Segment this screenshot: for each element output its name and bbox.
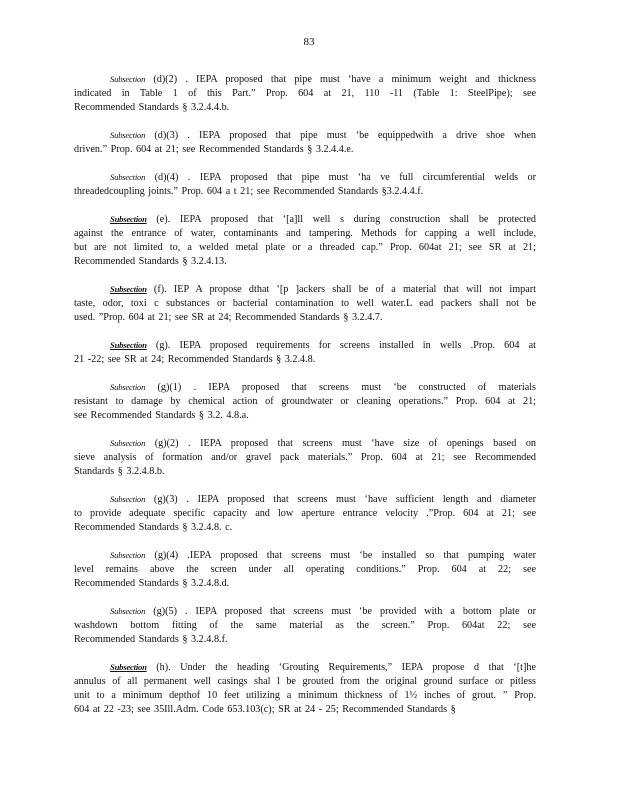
line-text: annulus of all permanent well casings shal l be grouted from the original ground surface or pitless [74,676,536,687]
paragraph-line [74,507,536,521]
line-text: used. ”Prop. 604 at 21; see SR at 24; Recommended Standards § 3.2.4.7. [74,312,383,323]
subsection-heading: Subsection [110,550,146,560]
line-text: to provide adequate specific capacity and low aperture entrance velocity .”Prop. 604 at 21; see [74,508,536,519]
line-text: (d)(2) . IEPA proposed that pipe must ‘have a minimum weight and thickness [153,74,536,85]
line-text: Recommended Standards § 3.2.4.8.f. [74,634,228,645]
line-text: (g)(2) . IEPA proposed that screens must ‘have size of openings based on [154,438,537,449]
paragraph-line [74,72,536,87]
line-text: (g)(3) . IEPA proposed that screens must ‘have sufficient length and diameter [153,494,536,505]
line-text: (f). IEP A propose dthat ‘[p ]ackers shall be of a material that will not impart [153,284,537,295]
paragraph-line [74,353,536,367]
line-text: unit to a minimum depthof 10 feet utilizing a minimum thickness of 1½ inches of grout. ” Prop. [74,690,536,701]
paragraph-line [74,395,536,409]
line-text: taste, odor, toxi c substances or bacterial contamination to well water.L ead packers shall not be [74,298,536,309]
line-text: against the entrance of water, contaminants and tampering. Methods for capping a well include, [74,228,536,239]
line-text: Recommended Standards § 3.2.4.8.d. [74,578,230,589]
line-text: (g)(5) . IEPA proposed that screens must ‘be provided with a bottom plate or [153,606,536,617]
paragraph-line [74,185,536,199]
subsection-heading: Subsection [110,340,147,350]
line-text: (d)(3) . IEPA proposed that pipe must ‘be equippedwith a drive shoe when [154,130,537,141]
paragraph-line [74,227,536,241]
line-text: (g)(1) . IEPA proposed that screens must ‘be constructed of materials [157,382,537,393]
paragraph-line [74,436,536,451]
paragraph-line [74,619,536,633]
subsection-heading: Subsection [110,214,147,224]
line-text: Recommended Standards § 3.2.4.8. c. [74,522,233,533]
paragraph-line [74,170,536,185]
line-text: (g). IEPA proposed requirements for screens installed in wells .Prop. 604 at [155,340,536,351]
line-text: Recommended Standards § 3.2.4.4.b. [74,102,230,113]
line-text: threadedcoupling joints.” Prop. 604 a t 21; see Recommended Standards §3.2.4.4.f. [74,186,424,197]
subsection-heading: Subsection [110,494,146,504]
line-text: driven.” Prop. 604 at 21; see Recommended Standards § 3.2.4.4.e. [74,144,354,155]
line-text: sieve analysis of formation and/or gravel pack materials.” Prop. 604 at 21; see Recommended [74,452,536,463]
paragraph [74,212,536,269]
line-text: (h). Under the heading ‘Grouting Requirements,” IEPA propose d that ‘[t]he [156,662,537,673]
paragraph [74,170,536,199]
paragraph-line [74,143,536,157]
paragraph-line [74,577,536,591]
line-text: (g)(4) .IEPA proposed that screens must ‘be installed so that pumping water [154,550,536,561]
paragraph [74,72,536,115]
paragraph-line [74,101,536,115]
subsection-heading: Subsection [110,130,146,140]
paragraph-line [74,465,536,479]
paragraph-line [74,380,536,395]
subsection-heading: Subsection [110,284,147,294]
paragraph-line [74,297,536,311]
paragraph [74,436,536,479]
line-text: (e). IEPA proposed that ‘[a]ll well s during construction shall be protected [156,214,537,225]
paragraph-line [74,633,536,647]
line-text: but are not limited to, a welded metal plate or a threaded cap.” Prop. 604at 21; see SR at 21; [74,242,536,253]
line-text: Recommended Standards § 3.2.4.13. [74,256,227,267]
paragraph-line [74,338,536,353]
paragraph [74,338,536,367]
line-text: level remains above the screen under all operating conditions.” Prop. 604 at 22; see [74,564,536,575]
paragraph [74,660,536,717]
line-text: Standards § 3.2.4.8.b. [74,466,165,477]
paragraph-line [74,563,536,577]
subsection-heading: Subsection [110,662,147,672]
paragraph-line [74,492,536,507]
paragraph-line [74,604,536,619]
paragraph-line [74,241,536,255]
subsection-heading: Subsection [110,172,146,182]
paragraph-line [74,689,536,703]
page-number: 83 [303,36,315,48]
paragraph-line [74,521,536,535]
paragraph [74,380,536,423]
paragraph-line [74,548,536,563]
paragraph-line [74,87,536,101]
paragraph-line [74,282,536,297]
paragraph-line [74,255,536,269]
paragraph-line [74,409,536,423]
paragraph [74,492,536,535]
paragraph-line [74,212,536,227]
paragraph-line [74,311,536,325]
line-text: washdown bottom fitting of the same material as the screen.” Prop. 604at 22; see [74,620,536,631]
line-text: see Recommended Standards § 3.2. 4.8.a. [74,410,249,421]
paragraph-line [74,660,536,675]
paragraph-line [74,703,536,717]
subsection-heading: Subsection [110,74,146,84]
line-text: indicated in Table 1 of this Part.” Prop. 604 at 21, 110 -11 (Table 1: SteelPipe); see [74,88,536,99]
paragraph [74,128,536,157]
line-text: 21 -22; see SR at 24; Recommended Standards § 3.2.4.8. [74,354,316,365]
subsection-heading: Subsection [110,382,146,392]
line-text: (d)(4) . IEPA proposed that pipe must ‘ha ve full circumferential welds or [154,172,537,183]
subsection-heading: Subsection [110,438,146,448]
line-text: resistant to damage by chemical action of groundwater or cleaning operations.” Prop. 604 at 21; [74,396,536,407]
paragraph [74,548,536,591]
line-text: 604 at 22 -23; see 35Ill.Adm. Code 653.103(c); SR at 24 - 25; Recommended Standards § [74,704,456,715]
subsection-heading: Subsection [110,606,146,616]
paragraph [74,282,536,325]
paragraph [74,604,536,647]
paragraph-line [74,451,536,465]
paragraph-line [74,675,536,689]
paragraph-line [74,128,536,143]
